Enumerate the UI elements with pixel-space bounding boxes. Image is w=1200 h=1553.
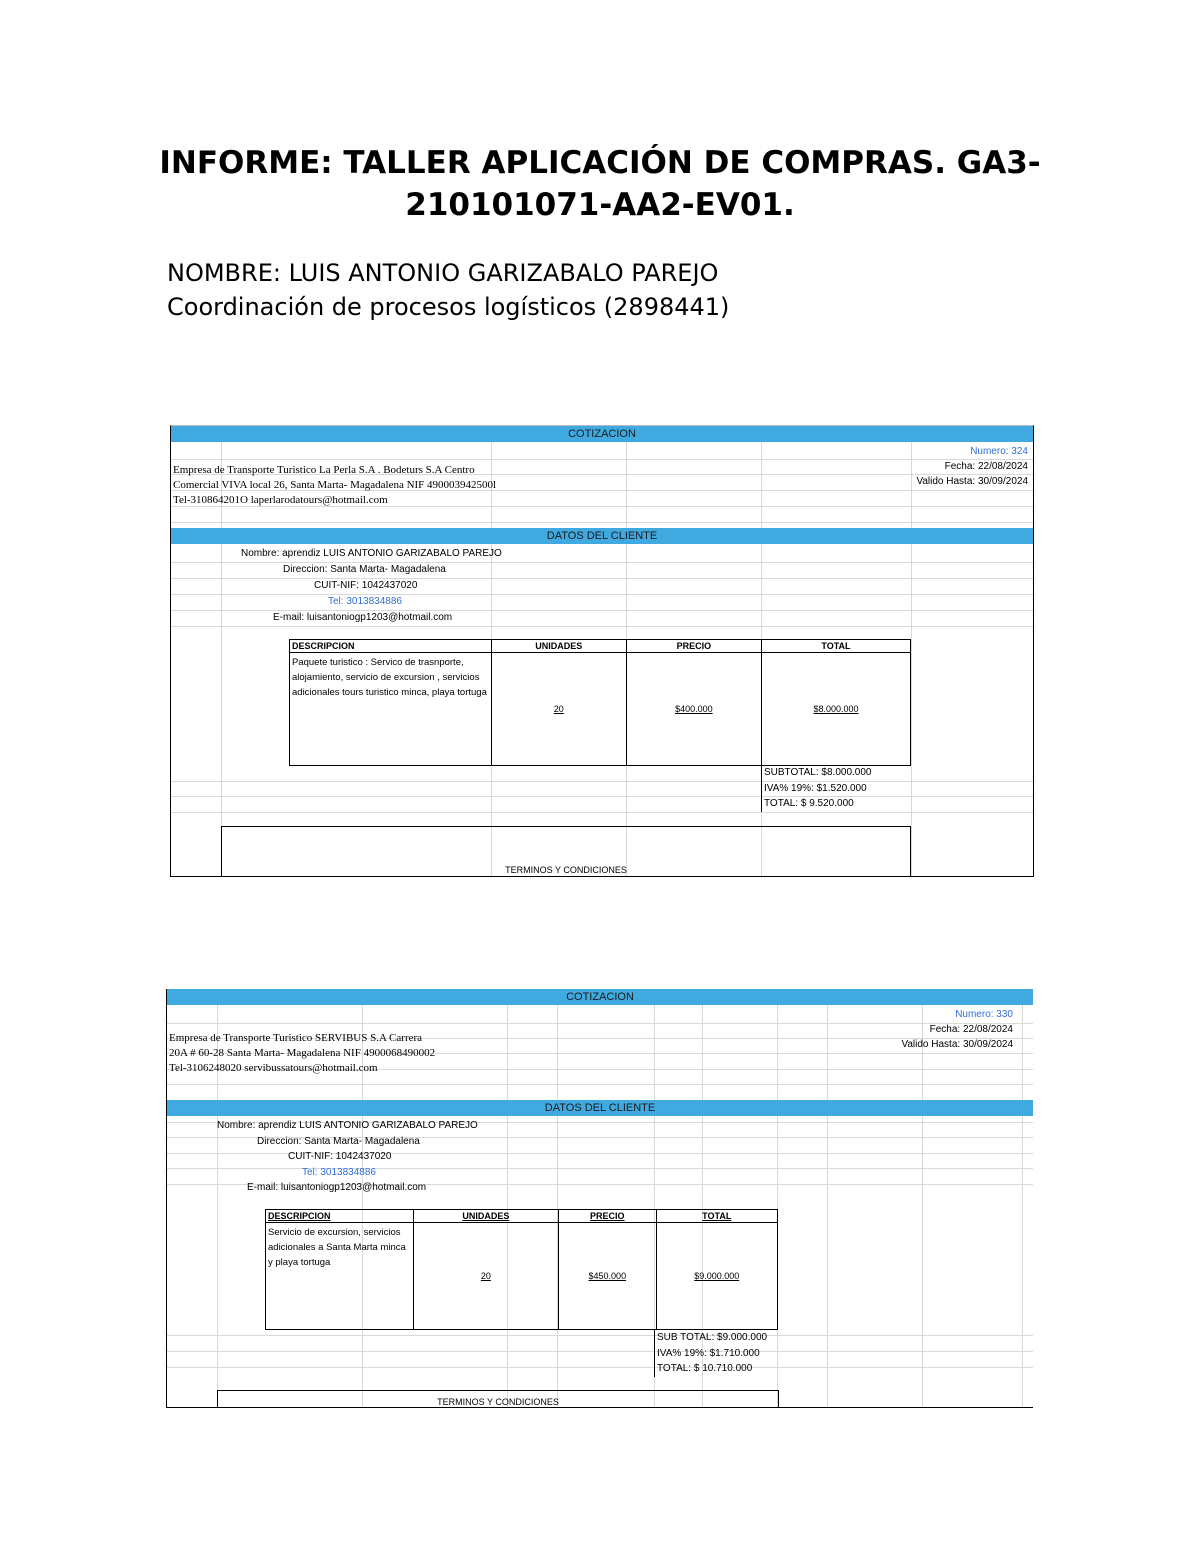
items-table bbox=[289, 639, 911, 766]
report-title-line-2: 210101071-AA2-EV01. bbox=[405, 187, 795, 223]
item-description: Paquete turistico : Servico de trasnporte, alojamiento, servicio de excursion , servicios adicionales tours turistico minca, playa tortuga bbox=[290, 653, 492, 766]
student-info bbox=[167, 256, 729, 324]
quote-header-bar: COTIZACION bbox=[167, 989, 1033, 1005]
client-email: E-mail: luisantoniogp1203@hotmail.com bbox=[247, 1182, 427, 1193]
client-phone: Tel: 3013834886 bbox=[302, 1167, 376, 1178]
company-line-2: 20A # 60-28 Santa Marta- Magadalena NIF 4900068490002 bbox=[169, 1047, 436, 1059]
col-price: PRECIO bbox=[626, 640, 761, 653]
company-line-3: Tel-310864201O laperlarodatours@hotmail.com bbox=[173, 494, 388, 506]
col-units: UNIDADES bbox=[413, 1210, 559, 1223]
items-header-row bbox=[290, 640, 911, 653]
grand-total: TOTAL: $ 10.710.000 bbox=[657, 1363, 753, 1374]
client-name: Nombre: aprendiz LUIS ANTONIO GARIZABALO PAREJO bbox=[217, 1120, 478, 1131]
report-title bbox=[100, 142, 1100, 226]
col-total: TOTAL bbox=[656, 1210, 778, 1223]
company-line-1: Empresa de Transporte Turistico SERVIBUS S.A Carrera bbox=[169, 1032, 423, 1044]
quote-date: Fecha: 22/08/2024 bbox=[944, 461, 1028, 472]
col-description: DESCRIPCION bbox=[266, 1210, 414, 1223]
client-info bbox=[167, 1118, 587, 1198]
quote-meta bbox=[901, 1007, 1013, 1052]
totals-block bbox=[654, 1330, 807, 1377]
client-tax-id: CUIT-NIF: 1042437020 bbox=[314, 580, 418, 591]
company-line-2: Comercial VIVA local 26, Santa Marta- Magadalena NIF 490003942500l bbox=[173, 479, 497, 491]
terms-box bbox=[217, 1390, 779, 1408]
terms-label: TERMINOS Y CONDICIONES bbox=[505, 865, 627, 875]
quote-sheet-1 bbox=[170, 425, 1034, 877]
tax-amount: IVA% 19%: $1.520.000 bbox=[764, 782, 867, 794]
item-price: $400.000 bbox=[626, 653, 761, 766]
item-units: 20 bbox=[491, 653, 626, 766]
student-name: NOMBRE: LUIS ANTONIO GARIZABALO PAREJO bbox=[167, 259, 719, 287]
client-name: Nombre: aprendiz LUIS ANTONIO GARIZABALO PAREJO bbox=[241, 548, 502, 559]
program-name: Coordinación de procesos logísticos (2898441) bbox=[167, 293, 730, 321]
client-address: Direccion: Santa Marta- Magadalena bbox=[257, 1136, 420, 1147]
col-description: DESCRIPCION bbox=[290, 640, 492, 653]
item-description: Servicio de excursion, servicios adicionales a Santa Marta minca y playa tortuga bbox=[266, 1223, 414, 1330]
company-info bbox=[169, 1031, 435, 1076]
terms-box bbox=[221, 826, 911, 877]
item-total: $9.000.000 bbox=[656, 1223, 778, 1330]
tax-amount: IVA% 19%: $1.710.000 bbox=[657, 1347, 760, 1359]
company-info bbox=[173, 463, 496, 508]
company-line-1: Empresa de Transporte Turistico La Perla S.A . Bodeturs S.A Centro bbox=[173, 464, 475, 476]
client-info bbox=[171, 546, 591, 626]
subtotal: SUB TOTAL: $9.000.000 bbox=[657, 1332, 768, 1343]
client-phone: Tel: 3013834886 bbox=[328, 596, 402, 607]
terms-label: TERMINOS Y CONDICIONES bbox=[437, 1397, 559, 1407]
col-price: PRECIO bbox=[559, 1210, 656, 1223]
quote-valid-until: Valido Hasta: 30/09/2024 bbox=[916, 476, 1028, 487]
client-tax-id: CUIT-NIF: 1042437020 bbox=[288, 1151, 392, 1162]
col-total: TOTAL bbox=[761, 640, 910, 653]
table-row bbox=[266, 1223, 778, 1330]
company-line-3: Tel-3106248020 servibussatours@hotmail.com bbox=[169, 1062, 378, 1074]
quote-date: Fecha: 22/08/2024 bbox=[929, 1024, 1013, 1035]
grand-total: TOTAL: $ 9.520.000 bbox=[764, 798, 854, 809]
subtotal: SUBTOTAL: $8.000.000 bbox=[764, 767, 872, 778]
quote-valid-until: Valido Hasta: 30/09/2024 bbox=[901, 1039, 1013, 1050]
client-header-bar: DATOS DEL CLIENTE bbox=[171, 528, 1033, 544]
client-email: E-mail: luisantoniogp1203@hotmail.com bbox=[273, 612, 453, 623]
quote-meta bbox=[916, 444, 1028, 489]
totals-block bbox=[761, 765, 910, 812]
quote-number: Numero: 324 bbox=[970, 446, 1028, 457]
quote-header-bar: COTIZACION bbox=[171, 426, 1033, 442]
item-units: 20 bbox=[413, 1223, 559, 1330]
quote-sheet-2 bbox=[166, 989, 1033, 1408]
quote-number: Numero: 330 bbox=[955, 1009, 1013, 1020]
item-price: $450.000 bbox=[559, 1223, 656, 1330]
client-header-bar: DATOS DEL CLIENTE bbox=[167, 1100, 1033, 1116]
items-header-row bbox=[266, 1210, 778, 1223]
client-address: Direccion: Santa Marta- Magadalena bbox=[283, 564, 446, 575]
col-units: UNIDADES bbox=[491, 640, 626, 653]
item-total: $8.000.000 bbox=[761, 653, 910, 766]
table-row bbox=[290, 653, 911, 766]
report-title-line-1: INFORME: TALLER APLICACIÓN DE COMPRAS. GA3- bbox=[159, 145, 1041, 181]
items-table bbox=[265, 1209, 778, 1330]
